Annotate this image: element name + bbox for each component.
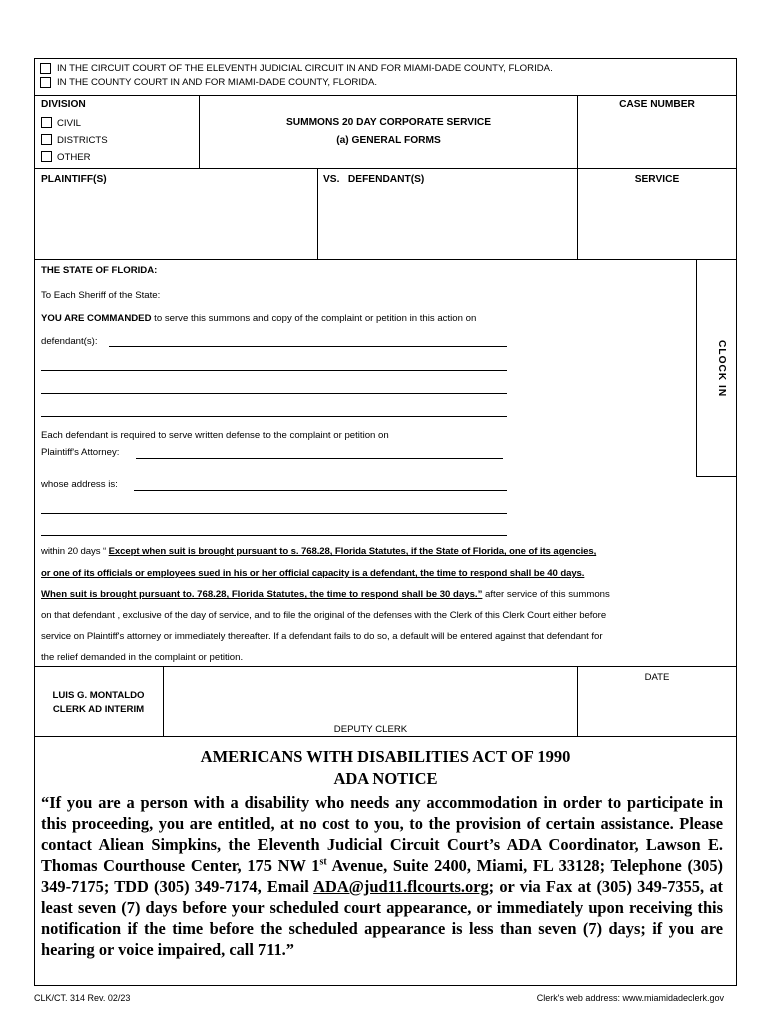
date-field[interactable]: [582, 690, 732, 730]
plaintiff-attorney-label: Plaintiff's Attorney:: [41, 447, 120, 458]
circuit-court-label: IN THE CIRCUIT COURT OF THE ELEVENTH JUDICIAL CIRCUIT IN AND FOR MIAMI-DADE COUNTY, FLORIDA.: [57, 63, 553, 74]
except-line-2: or one of its officials or employees sued in his or her official capacity is a defendant, the time to respond shall be 40 days.: [41, 568, 585, 579]
plaintiff-attorney-line[interactable]: [136, 458, 503, 459]
defendant-label: VS. DEFENDANT(S): [323, 174, 425, 185]
form-subtitle: (a) GENERAL FORMS: [336, 135, 441, 146]
date-label: DATE: [644, 672, 670, 683]
case-number-field[interactable]: [582, 115, 732, 165]
ada-notice-text: [41, 792, 723, 960]
summons-line-4: on that defendant , exclusive of the day of service, and to file the original of the defenses with the Clerk of this Clerk Court either before: [41, 610, 607, 621]
within-prefix: within 20 days “: [41, 546, 109, 557]
division-other-checkbox[interactable]: [41, 151, 52, 162]
case-number-label: CASE NUMBER: [619, 99, 695, 110]
to-sheriff: To Each Sheriff of the State:: [41, 290, 161, 301]
deputy-clerk-label: DEPUTY CLERK: [333, 724, 408, 735]
commanded-rest: to serve this summons and copy of the complaint or petition in this action on: [151, 313, 477, 324]
defendant-field[interactable]: [322, 188, 572, 256]
address-line-3[interactable]: [41, 535, 507, 536]
address-line-2[interactable]: [41, 513, 507, 514]
summons-line-6: the relief demanded in the complaint or petition.: [41, 652, 244, 663]
deputy-clerk-signature-field[interactable]: [168, 672, 573, 722]
clerk-name: LUIS G. MONTALDO: [52, 690, 145, 701]
clerk-website: Clerk's web address: www.miamidadeclerk.gov: [536, 993, 724, 1003]
within-line-3: [41, 589, 610, 600]
commanded-line: [41, 313, 476, 324]
except-line-1: Except when suit is brought pursuant to s. 768.28, Florida Statutes, if the State of Florida, one of its agencies,: [108, 546, 597, 557]
form-title: SUMMONS 20 DAY CORPORATE SERVICE: [285, 117, 492, 128]
defendants-label: defendant(s):: [41, 336, 98, 347]
plaintiff-field[interactable]: [40, 188, 312, 256]
address-line-1[interactable]: [134, 490, 507, 491]
defendant-line-3[interactable]: [41, 393, 507, 394]
ada-text-2: Avenue, Suite 2400, Miami, FL 33128; Telephone (305) 349-7175; TDD (305) 349-7174, Email: [41, 856, 723, 896]
defendant-line-4[interactable]: [41, 416, 507, 417]
division-civil-checkbox[interactable]: [41, 117, 52, 128]
county-court-label: IN THE COUNTY COURT IN AND FOR MIAMI-DADE COUNTY, FLORIDA.: [57, 77, 378, 88]
within-line-1: [41, 546, 596, 557]
defendant-name-line[interactable]: [109, 346, 507, 347]
after-service: after service of this summons: [482, 589, 610, 600]
commanded-bold: YOU ARE COMMANDED: [41, 313, 152, 324]
ada-text-1: “If you are a person with a disability who needs any accommodation in order to participate in this proceeding, you are entitled, at no cost to you, to the provision of certain assistance. Please contact Aliean Simpkins, the Eleventh Judicial Circuit Court’s ADA Coordinator, Lawson E. Thomas Courthouse Center, 175 NW 1: [41, 793, 723, 875]
ada-email-link[interactable]: ADA@jud11.flcourts.org: [313, 877, 489, 896]
ada-text-3: ; or via Fax at (305) 349-7355, at least seven (7) days before your scheduled court appearance, or immediately upon receiving this notification if the time before the scheduled appearance is less than seven (7) days; if you are hearing or voice impaired, call 711.”: [41, 877, 723, 959]
each-defendant-text: Each defendant is required to serve written defense to the complaint or petition on: [41, 430, 389, 441]
state-of-florida: THE STATE OF FLORIDA:: [41, 265, 158, 276]
plaintiff-label: PLAINTIFF(S): [41, 174, 107, 185]
division-label: DIVISION: [41, 99, 86, 110]
except-line-3: When suit is brought pursuant to. 768.28, Florida Statutes, the time to respond shall be 30 days.”: [41, 589, 483, 600]
summons-line-5: service on Plaintiff's attorney or immediately thereafter. If a defendant fails to do so, a default will be entered against that defendant for: [41, 631, 603, 642]
defendant-line-2[interactable]: [41, 370, 507, 371]
clock-in-label: CLOCK IN: [716, 340, 727, 398]
form-id: CLK/CT. 314 Rev. 02/23: [34, 993, 131, 1003]
division-other-label: OTHER: [57, 152, 91, 163]
division-districts-label: DISTRICTS: [57, 135, 108, 146]
county-court-checkbox[interactable]: [40, 77, 51, 88]
division-districts-checkbox[interactable]: [41, 134, 52, 145]
ada-subheading: ADA NOTICE: [333, 769, 438, 788]
whose-address-label: whose address is:: [41, 479, 118, 490]
circuit-court-checkbox[interactable]: [40, 63, 51, 74]
clerk-title: CLERK AD INTERIM: [52, 704, 145, 715]
service-label: SERVICE: [634, 174, 680, 185]
ada-sup: st: [319, 856, 327, 868]
ada-heading: AMERICANS WITH DISABILITIES ACT OF 1990: [200, 747, 571, 766]
division-civil-label: CIVIL: [57, 118, 81, 129]
